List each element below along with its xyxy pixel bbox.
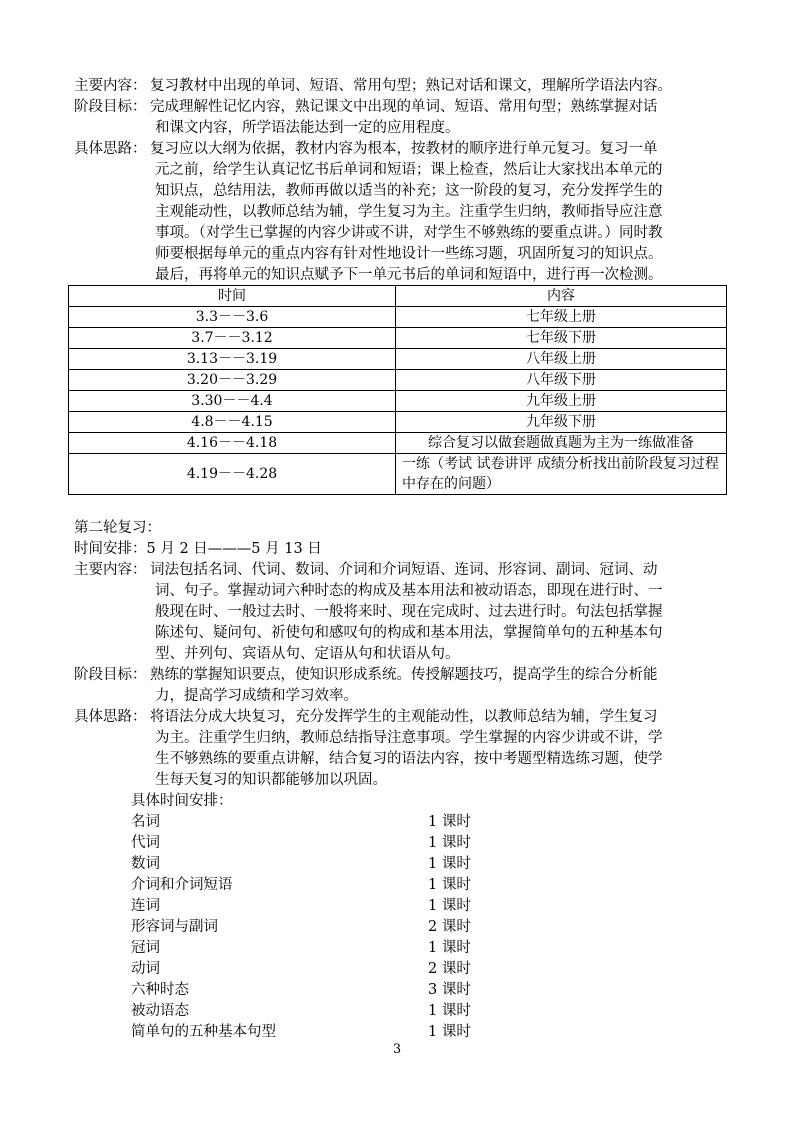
main-content-label: 主要内容：	[74, 562, 147, 578]
table-header-row	[69, 286, 727, 307]
schedule-item-hours: 1 课时	[428, 940, 471, 956]
goal-line: 完成理解性记忆内容，熟记课文中出现的单词、短语、常用句型；熟练掌握对话	[150, 99, 658, 115]
schedule-item-name: 冠词	[131, 940, 160, 956]
table-cell-content: 七年级上册	[396, 307, 727, 328]
approach-line: 知识点，总结用法，教师再做以适当的补充；这一阶段的复习，充分发挥学生的	[155, 183, 663, 199]
table-cell-time: 4.8－－4.15	[69, 412, 396, 433]
table-cell-time: 3.3－－3.6	[69, 307, 396, 328]
goal-line: 熟练的掌握知识要点，使知识形成系统。传授解题技巧，提高学生的综合分析能	[150, 667, 658, 683]
schedule-item-hours: 1 课时	[428, 898, 471, 914]
goal-label: 阶段目标：	[74, 667, 147, 683]
schedule-heading: 具体时间安排：	[131, 793, 233, 809]
table-cell-time: 3.30－－4.4	[69, 391, 396, 412]
approach-line: 事项。（对学生已掌握的内容少讲或不讲，对学生不够熟练的要重点讲。）同时教	[155, 225, 663, 241]
main-content-label: 主要内容：	[74, 78, 147, 94]
table-cell-content: 八年级下册	[396, 370, 727, 391]
table-row	[69, 433, 727, 454]
schedule-item-name: 连词	[131, 898, 160, 914]
table-cell-content: 九年级上册	[396, 391, 727, 412]
table-cell-time: 3.7－－3.12	[69, 328, 396, 349]
main-content-line: 词法包括名词、代词、数词、介词和介词短语、连词、形容词、副词、冠词、动	[150, 562, 658, 578]
schedule-item-name: 形容词与副词	[131, 919, 218, 935]
schedule-item-hours: 1 课时	[428, 1003, 471, 1019]
schedule-item-hours: 3 课时	[428, 982, 471, 998]
main-content-line: 型、并列句、宾语从句、定语从句和状语从句。	[155, 646, 460, 662]
goal-line: 和课文内容，所学语法能达到一定的应用程度。	[155, 120, 460, 136]
schedule-item-name: 数词	[131, 856, 160, 872]
schedule-item-hours: 1 课时	[428, 877, 471, 893]
schedule-item-hours: 1 课时	[428, 856, 471, 872]
schedule-item-name: 代词	[131, 835, 160, 851]
approach-label: 具体思路：	[74, 141, 147, 157]
approach-line: 师要根据每单元的重点内容有针对性地设计一些练习题，巩固所复习的知识点。	[155, 246, 663, 262]
main-content-text: 复习教材中出现的单词、短语、常用句型；熟记对话和课文，理解所学语法内容。	[150, 78, 672, 94]
schedule-item-name: 动词	[131, 961, 160, 977]
schedule-item-name: 名词	[131, 814, 160, 830]
approach-line: 生不够熟练的要重点讲解，结合复习的语法内容，按中考题型精选练习题，使学	[155, 751, 663, 767]
table-row	[69, 349, 727, 370]
table-cell-content: 八年级上册	[396, 349, 727, 370]
schedule-item-hours: 1 课时	[428, 1024, 471, 1040]
approach-line: 将语法分成大块复习，充分发挥学生的主观能动性，以教师总结为辅，学生复习	[150, 709, 658, 725]
schedule-item-name: 六种时态	[131, 982, 189, 998]
approach-label: 具体思路：	[74, 709, 147, 725]
approach-line: 主观能动性，以教师总结为辅，学生复习为主。注重学生归纳，教师指导应注意	[155, 204, 663, 220]
round1-schedule-table	[68, 285, 727, 495]
schedule-item-name: 被动语态	[131, 1003, 189, 1019]
table-row	[69, 391, 727, 412]
table-cell-content: 七年级下册	[396, 328, 727, 349]
round2-heading: 第二轮复习：	[74, 520, 161, 536]
table-cell-time: 3.20－－3.29	[69, 370, 396, 391]
main-content-line: 词、句子。掌握动词六种时态的构成及基本用法和被动语态，即现在进行时、一	[155, 583, 663, 599]
goal-label: 阶段目标：	[74, 99, 147, 115]
table-cell-time: 4.16－－4.18	[69, 433, 396, 454]
table-row	[69, 328, 727, 349]
table-row	[69, 454, 727, 495]
schedule-item-hours: 1 课时	[428, 835, 471, 851]
table-row	[69, 307, 727, 328]
table-row	[69, 370, 727, 391]
table-cell-content: 一练（考试 试卷讲评 成绩分析找出前阶段复习过程中存在的问题）	[396, 454, 727, 495]
approach-line: 生每天复习的知识都能够加以巩固。	[155, 772, 387, 788]
approach-line: 元之前，给学生认真记忆书后单词和短语；课上检查，然后让大家找出本单元的	[155, 162, 663, 178]
main-content-line: 陈述句、疑问句、祈使句和感叹句的构成和基本用法，掌握简单句的五种基本句	[155, 625, 663, 641]
approach-line: 为主。注重学生归纳，教师总结指导注意事项。学生掌握的内容少讲或不讲，学	[155, 730, 663, 746]
schedule-item-hours: 2 课时	[428, 961, 471, 977]
approach-line: 最后，再将单元的知识点赋予下一单元书后的单词和短语中，进行再一次检测。	[155, 267, 663, 283]
table-header-time: 时间	[69, 286, 396, 307]
goal-line: 力，提高学习成绩和学习效率。	[155, 688, 358, 704]
main-content-line: 般现在时、一般过去时、一般将来时、现在完成时、过去进行时。句法包括掌握	[155, 604, 663, 620]
table-cell-time: 4.19－－4.28	[69, 454, 396, 495]
approach-line: 复习应以大纲为依据，教材内容为根本，按教材的顺序进行单元复习。复习一单	[150, 141, 658, 157]
schedule-item-name: 简单句的五种基本句型	[131, 1024, 276, 1040]
schedule-item-name: 介词和介词短语	[131, 877, 233, 893]
table-cell-time: 3.13－－3.19	[69, 349, 396, 370]
table-header-content: 内容	[396, 286, 727, 307]
round2-time-line: 时间安排：5 月 2 日———5 月 13 日	[74, 541, 322, 557]
schedule-item-hours: 1 课时	[428, 814, 471, 830]
page-number: 3	[392, 1042, 402, 1057]
schedule-item-hours: 2 课时	[428, 919, 471, 935]
table-cell-content: 九年级下册	[396, 412, 727, 433]
table-cell-content: 综合复习以做套题做真题为主为一练做准备	[396, 433, 727, 454]
table-row	[69, 412, 727, 433]
